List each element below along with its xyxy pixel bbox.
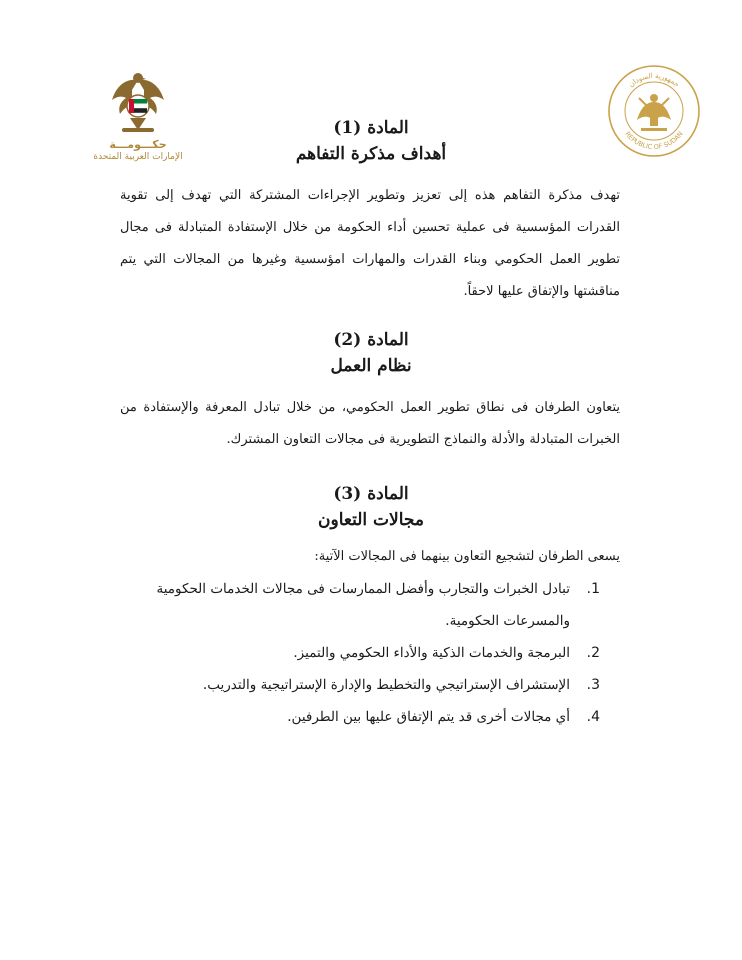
sudan-logo-arabic-text: جمهورية السودان [627,71,681,89]
article-1-paragraph: تهدف مذكرة التفاهم هذه إلى تعزيز وتطوير الإجراءات المشتركة التي تهدف إلى تقوية القدرات المؤسسية فى عملية تحسين أداء الحكومة من خلال الإستفادة المتبادلة فى مجال تطوير العمل الحكومي وبناء القدرات والمهارات امؤسسية وغيرها من المجالات التي يتم مناقشتها والإتفاق عليها لاحقاً. [120,188,620,299]
list-item [150,637,600,669]
list-item-number: 1. [586,581,600,597]
article-2-number: المادة (2) [333,330,409,350]
list-item-number: 3. [586,677,600,693]
list-item-number: 4. [586,709,600,725]
list-item-number: 2. [586,645,600,661]
article-1-number: المادة (1) [333,118,409,138]
article-3-title: مجالات التعاون [318,510,424,530]
uae-logo-title: حكـــومـــة [109,138,167,151]
article-3-heading [0,484,742,530]
article-2-heading [0,330,742,376]
article-3-number: المادة (3) [333,484,409,504]
list-item-text: الإستشراف الإستراتيجي والتخطيط والإدارة الإستراتيجية والتدريب. [202,677,570,693]
sudan-logo-english-text: REPUBLIC OF SUDAN [623,130,685,152]
list-item-text: أي مجالات أخرى قد يتم الإتفاق عليها بين الطرفين. [287,709,570,725]
article-1-title: أهداف مذكرة التفاهم [295,144,447,164]
uae-logo-subtitle: الإمارات العربية المتحدة [93,152,183,162]
list-item [150,701,600,733]
list-item [150,669,600,701]
list-item [150,573,600,637]
list-item-text: تبادل الخبرات والتجارب وأفضل الممارسات فى مجالات الخدمات الحكومية والمسرعات الحكومية. [156,581,570,629]
article-3-intro: يسعى الطرفان لتشجيع التعاون بينهما فى المجالات الآتية: [314,549,620,564]
article-2-paragraph: يتعاون الطرفان فى نطاق تطوير العمل الحكومي، من خلال تبادل المعرفة والإستفادة من الخبرات المتبادلة والأدلة والنماذج التطويرية فى مجالات التعاون المشترك. [120,400,620,447]
article-2-title: نظام العمل [330,356,412,376]
cooperation-areas-list [150,573,600,733]
article-1-heading [0,118,742,164]
list-item-text: البرمجة والخدمات الذكية والأداء الحكومي والتميز. [293,645,570,661]
